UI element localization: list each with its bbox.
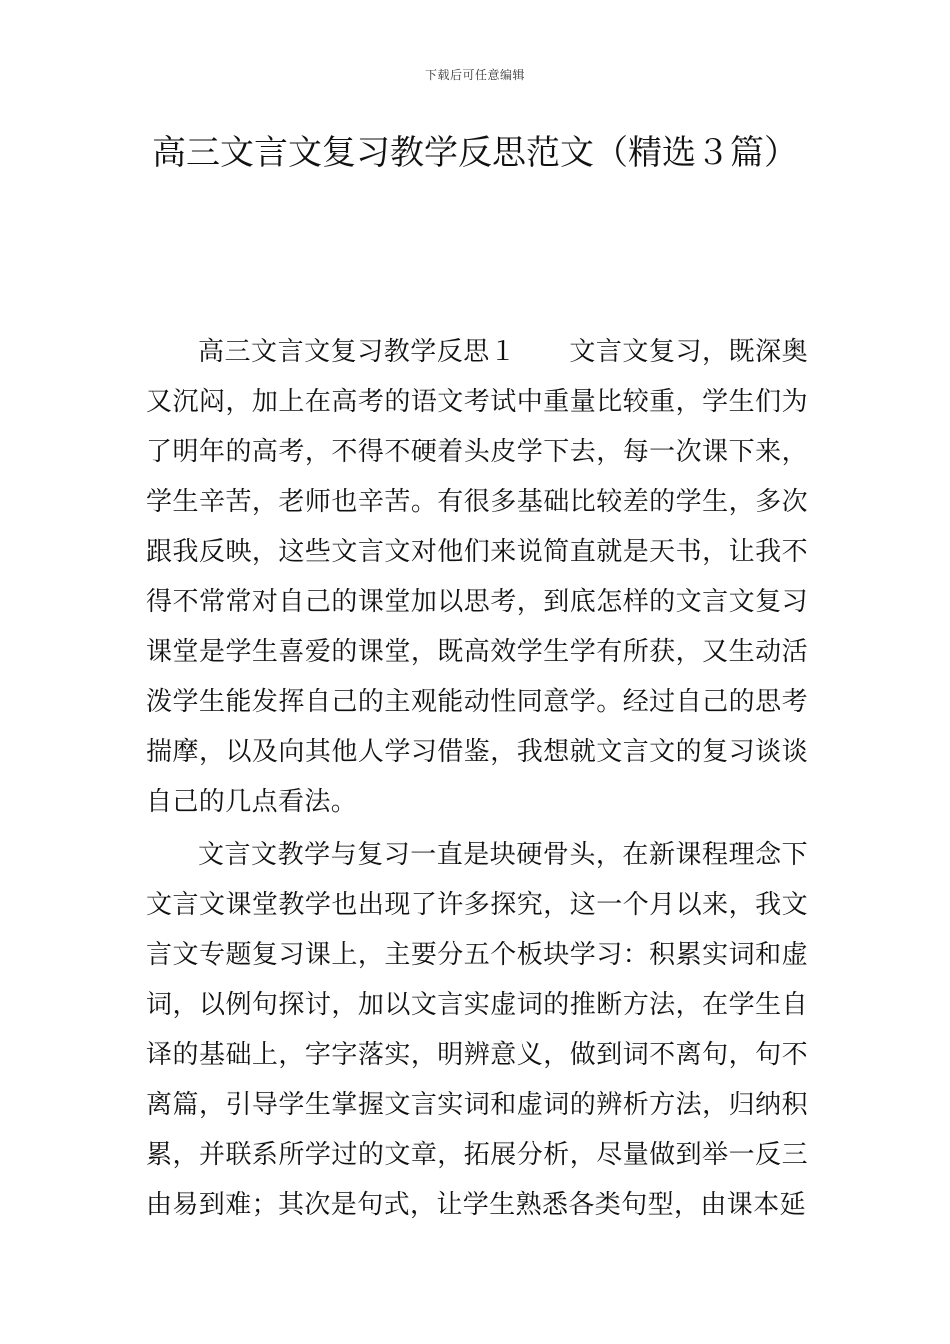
paragraph-2: 文言文教学与复习一直是块硬骨头，在新课程理念下文言文课堂教学也出现了许多探究，这一个月以来，我文言文专题复习课上，主要分五个板块学习：积累实词和虚词，以例句探讨，加以文言实虚词的推断方法，在学生自译的基础上，字字落实，明辨意义，做到词不离句，句不离篇，引导学生掌握文言实词和虚词的辨析方法，归纳积累，并联系所学过的文章，拓展分析，尽量做到举一反三由易到难；其次是句式，让学生熟悉各类句型，由课本延	[146, 840, 808, 1220]
document-title: 高三文言文复习教学反思范文（精选３篇）	[152, 133, 798, 173]
paragraph-1: 高三文言文复习教学反思１ 文言文复习，既深奥又沉闷，加上在高考的语文考试中重量比较重，学生们为了明年的高考，不得不硬着头皮学下去，每一次课下来，学生辛苦，老师也辛苦。有很多基础比较差的学生，多次跟我反映，这些文言文对他们来说简直就是天书，让我不得不常常对自己的课堂加以思考，到底怎样的文言文复习课堂是学生喜爱的课堂，既高效学生学有所获，又生动活泼学生能发挥自己的主观能动性同意学。经过自己的思考揣摩，以及向其他人学习借鉴，我想就文言文的复习谈谈自己的几点看法。	[146, 337, 808, 817]
header-note: 下载后可任意编辑	[424, 68, 525, 82]
document-body	[146, 327, 808, 1230]
